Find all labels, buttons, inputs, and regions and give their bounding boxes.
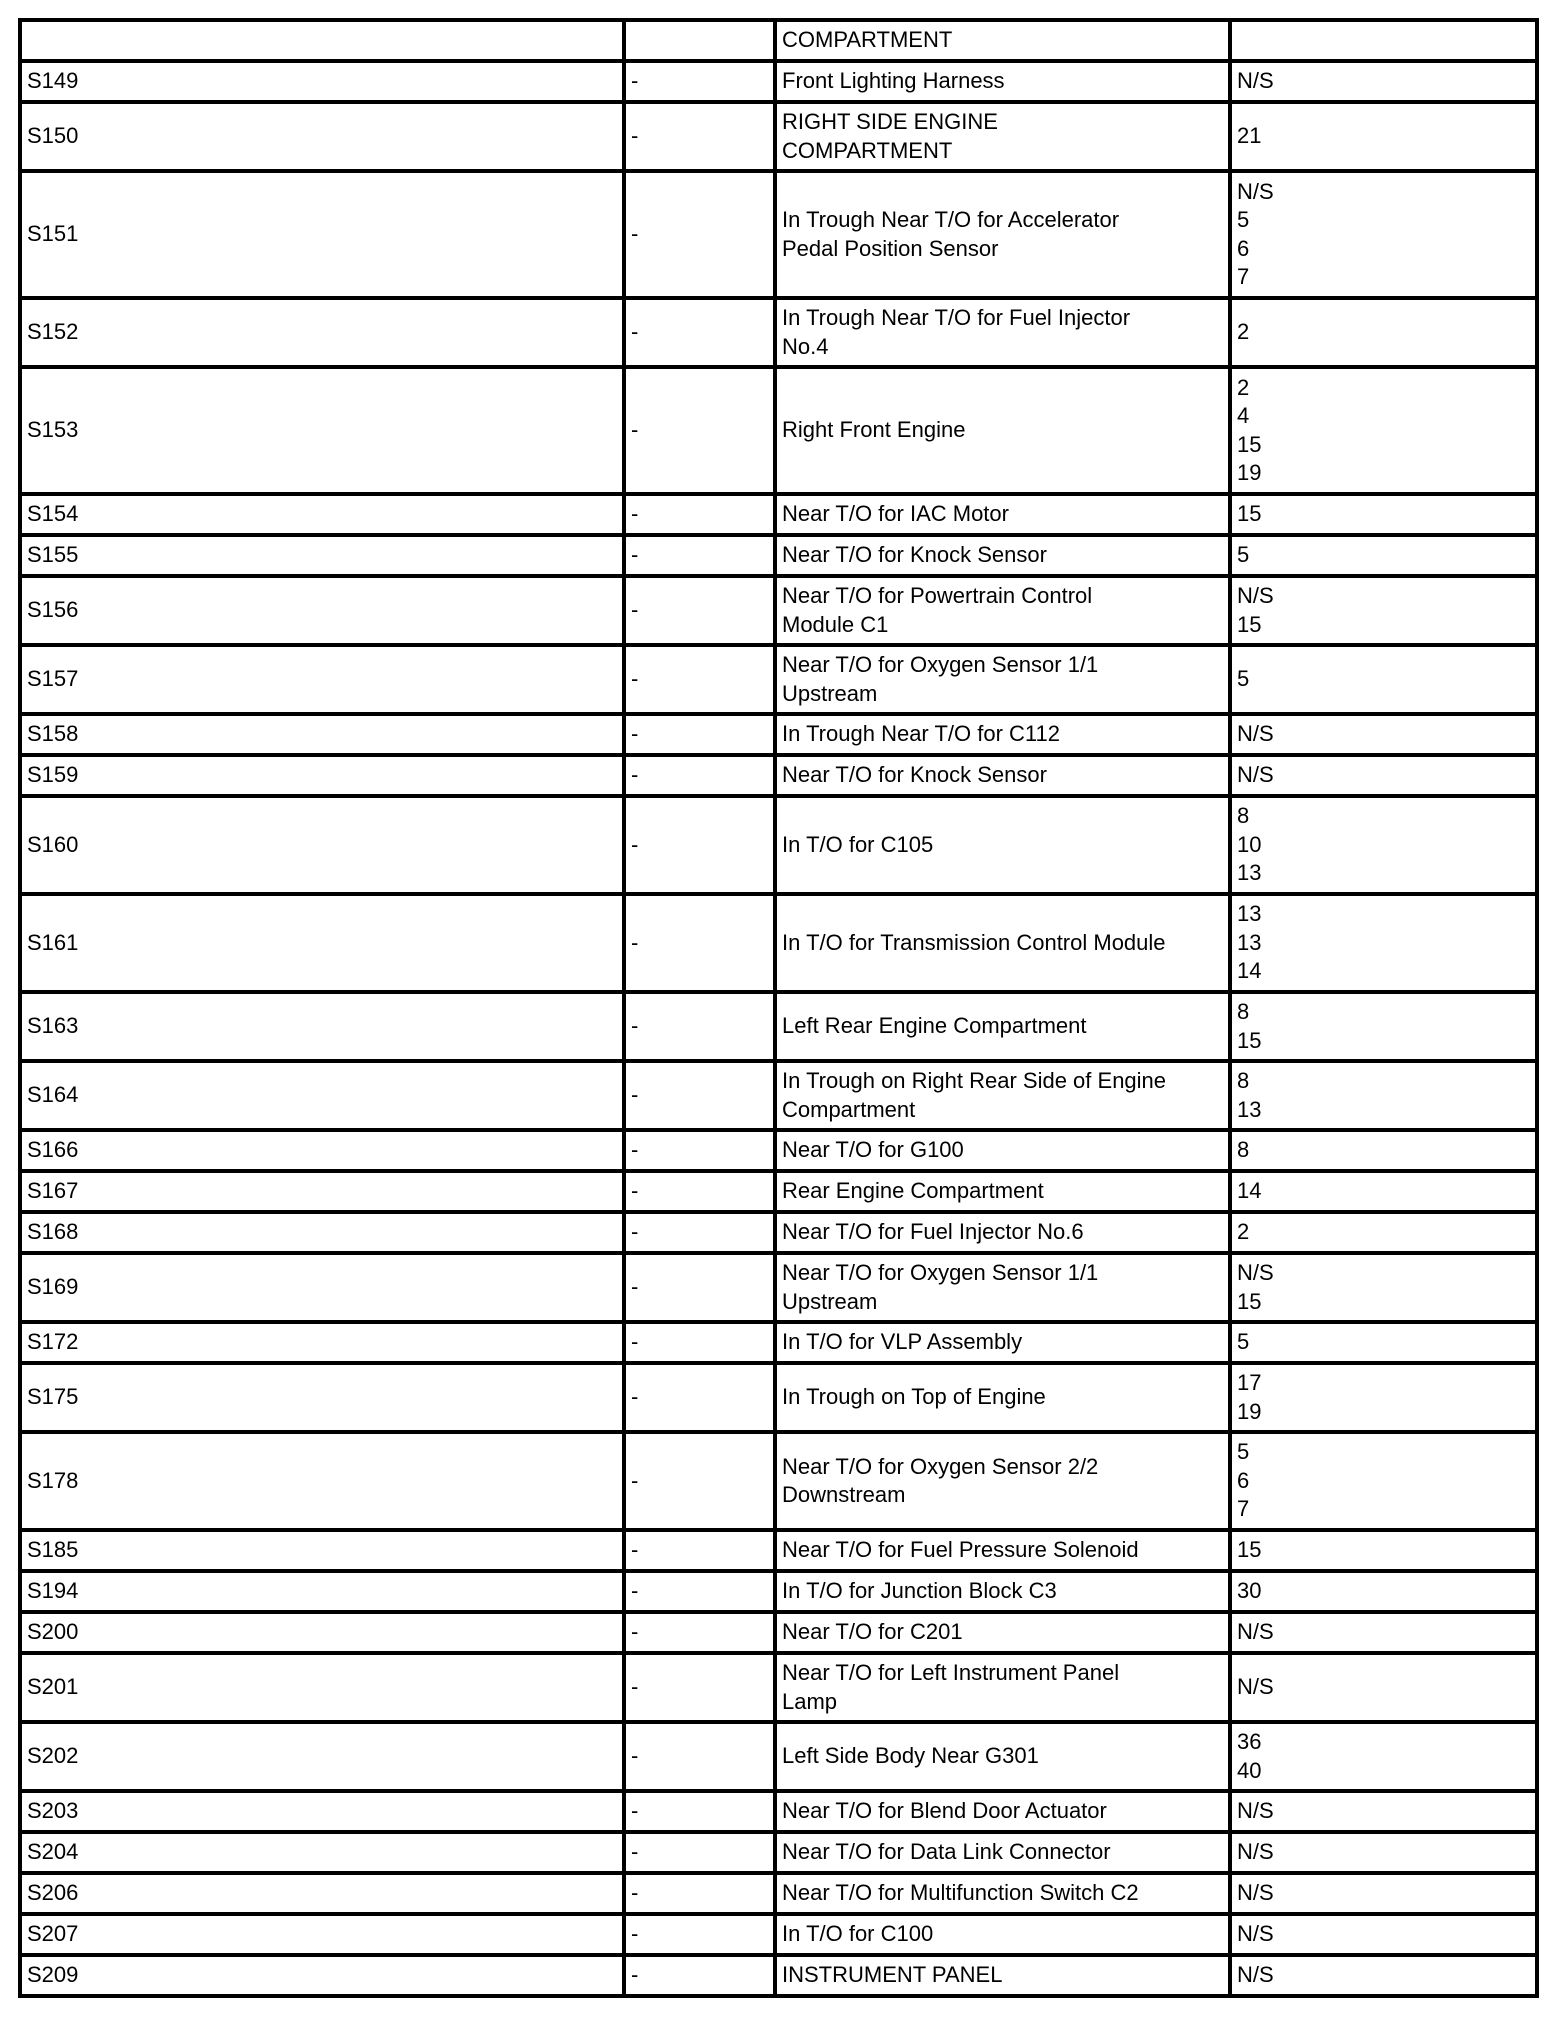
cell-numbers-cell: 5 [1230, 1322, 1537, 1363]
location-cell: Left Rear Engine Compartment [775, 992, 1230, 1061]
splice-id-cell: S161 [20, 894, 624, 992]
dash-cell: - [624, 1722, 775, 1791]
cell-numbers-cell: 2 4 15 19 [1230, 367, 1537, 494]
table-row [20, 576, 1537, 645]
splice-id-cell [20, 20, 624, 61]
splice-id-cell: S151 [20, 171, 624, 298]
location-cell: In T/O for C100 [775, 1914, 1230, 1955]
table-row [20, 1171, 1537, 1212]
splice-id-cell: S152 [20, 298, 624, 367]
cell-numbers-cell: N/S [1230, 1914, 1537, 1955]
splice-id-cell: S167 [20, 1171, 624, 1212]
table-row [20, 894, 1537, 992]
cell-numbers-cell: N/S [1230, 714, 1537, 755]
dash-cell: - [624, 755, 775, 796]
splice-id-cell: S159 [20, 755, 624, 796]
splice-id-cell: S209 [20, 1955, 624, 1996]
location-cell: Rear Engine Compartment [775, 1171, 1230, 1212]
location-cell: In Trough Near T/O for Fuel Injector No.4 [775, 298, 1230, 367]
location-cell: Near T/O for Fuel Pressure Solenoid [775, 1530, 1230, 1571]
dash-cell: - [624, 1253, 775, 1322]
splice-id-cell: S157 [20, 645, 624, 714]
splice-id-cell: S160 [20, 796, 624, 894]
table-row [20, 367, 1537, 494]
location-cell: RIGHT SIDE ENGINE COMPARTMENT [775, 102, 1230, 171]
splice-id-cell: S164 [20, 1061, 624, 1130]
location-cell: Near T/O for Data Link Connector [775, 1832, 1230, 1873]
table-row [20, 1130, 1537, 1171]
cell-numbers-cell: 13 13 14 [1230, 894, 1537, 992]
splice-location-table [18, 18, 1539, 1998]
table-row [20, 494, 1537, 535]
cell-numbers-cell: 2 [1230, 298, 1537, 367]
dash-cell: - [624, 1653, 775, 1722]
table-row [20, 1722, 1537, 1791]
splice-id-cell: S150 [20, 102, 624, 171]
location-cell: In T/O for Junction Block C3 [775, 1571, 1230, 1612]
cell-numbers-cell: 5 [1230, 645, 1537, 714]
dash-cell: - [624, 1061, 775, 1130]
cell-numbers-cell: 5 [1230, 535, 1537, 576]
location-cell: Left Side Body Near G301 [775, 1722, 1230, 1791]
location-cell: In Trough on Right Rear Side of Engine Compartment [775, 1061, 1230, 1130]
splice-id-cell: S158 [20, 714, 624, 755]
location-cell: In Trough Near T/O for C112 [775, 714, 1230, 755]
cell-numbers-cell: N/S 15 [1230, 576, 1537, 645]
table-row [20, 102, 1537, 171]
table-row [20, 535, 1537, 576]
dash-cell: - [624, 1363, 775, 1432]
location-cell: Near T/O for Oxygen Sensor 1/1 Upstream [775, 645, 1230, 714]
dash-cell: - [624, 796, 775, 894]
cell-numbers-cell: N/S [1230, 1612, 1537, 1653]
cell-numbers-cell: 21 [1230, 102, 1537, 171]
dash-cell: - [624, 1530, 775, 1571]
location-cell: Near T/O for Fuel Injector No.6 [775, 1212, 1230, 1253]
splice-id-cell: S207 [20, 1914, 624, 1955]
cell-numbers-cell: 15 [1230, 1530, 1537, 1571]
dash-cell: - [624, 1322, 775, 1363]
splice-id-cell: S202 [20, 1722, 624, 1791]
splice-id-cell: S203 [20, 1791, 624, 1832]
location-cell: Near T/O for Blend Door Actuator [775, 1791, 1230, 1832]
splice-id-cell: S166 [20, 1130, 624, 1171]
cell-numbers-cell: 36 40 [1230, 1722, 1537, 1791]
splice-id-cell: S163 [20, 992, 624, 1061]
dash-cell: - [624, 1432, 775, 1530]
dash-cell: - [624, 645, 775, 714]
splice-id-cell: S172 [20, 1322, 624, 1363]
location-cell: Near T/O for IAC Motor [775, 494, 1230, 535]
location-cell: INSTRUMENT PANEL [775, 1955, 1230, 1996]
table-row [20, 1253, 1537, 1322]
table-row [20, 1832, 1537, 1873]
table-row [20, 1322, 1537, 1363]
dash-cell: - [624, 1612, 775, 1653]
splice-id-cell: S201 [20, 1653, 624, 1722]
dash-cell: - [624, 714, 775, 755]
table-row [20, 298, 1537, 367]
location-cell: COMPARTMENT [775, 20, 1230, 61]
cell-numbers-cell: N/S [1230, 1955, 1537, 1996]
location-cell: In T/O for Transmission Control Module [775, 894, 1230, 992]
dash-cell: - [624, 1873, 775, 1914]
table-row [20, 714, 1537, 755]
location-cell: In Trough Near T/O for Accelerator Pedal Position Sensor [775, 171, 1230, 298]
cell-numbers-cell: 8 [1230, 1130, 1537, 1171]
cell-numbers-cell: 2 [1230, 1212, 1537, 1253]
location-cell: In T/O for VLP Assembly [775, 1322, 1230, 1363]
table-body [20, 20, 1537, 1996]
cell-numbers-cell: N/S [1230, 755, 1537, 796]
dash-cell: - [624, 1130, 775, 1171]
table-row [20, 171, 1537, 298]
table-row [20, 755, 1537, 796]
table-row [20, 1061, 1537, 1130]
splice-id-cell: S206 [20, 1873, 624, 1914]
splice-id-cell: S155 [20, 535, 624, 576]
dash-cell: - [624, 1571, 775, 1612]
splice-id-cell: S154 [20, 494, 624, 535]
splice-id-cell: S175 [20, 1363, 624, 1432]
cell-numbers-cell: 15 [1230, 494, 1537, 535]
splice-id-cell: S169 [20, 1253, 624, 1322]
splice-id-cell: S204 [20, 1832, 624, 1873]
table-row [20, 1530, 1537, 1571]
table-row [20, 1914, 1537, 1955]
cell-numbers-cell: 14 [1230, 1171, 1537, 1212]
dash-cell: - [624, 894, 775, 992]
dash-cell: - [624, 1914, 775, 1955]
cell-numbers-cell: 8 15 [1230, 992, 1537, 1061]
cell-numbers-cell: N/S [1230, 1873, 1537, 1914]
cell-numbers-cell: N/S 5 6 7 [1230, 171, 1537, 298]
table-row [20, 1612, 1537, 1653]
dash-cell: - [624, 1955, 775, 1996]
location-cell: Near T/O for Multifunction Switch C2 [775, 1873, 1230, 1914]
splice-id-cell: S168 [20, 1212, 624, 1253]
splice-id-cell: S200 [20, 1612, 624, 1653]
dash-cell: - [624, 1832, 775, 1873]
table-row [20, 796, 1537, 894]
cell-numbers-cell: 17 19 [1230, 1363, 1537, 1432]
location-cell: Near T/O for Powertrain Control Module C1 [775, 576, 1230, 645]
table-row [20, 1955, 1537, 1996]
location-cell: Near T/O for G100 [775, 1130, 1230, 1171]
splice-id-cell: S185 [20, 1530, 624, 1571]
dash-cell: - [624, 102, 775, 171]
location-cell: Near T/O for Knock Sensor [775, 535, 1230, 576]
table-row [20, 61, 1537, 102]
dash-cell: - [624, 494, 775, 535]
table-row [20, 1212, 1537, 1253]
cell-numbers-cell: N/S [1230, 1832, 1537, 1873]
cell-numbers-cell [1230, 20, 1537, 61]
location-cell: Near T/O for Oxygen Sensor 2/2 Downstream [775, 1432, 1230, 1530]
cell-numbers-cell: 30 [1230, 1571, 1537, 1612]
dash-cell: - [624, 298, 775, 367]
table-row [20, 992, 1537, 1061]
dash-cell: - [624, 576, 775, 645]
location-cell: Right Front Engine [775, 367, 1230, 494]
splice-id-cell: S156 [20, 576, 624, 645]
table-row [20, 1653, 1537, 1722]
splice-id-cell: S153 [20, 367, 624, 494]
cell-numbers-cell: N/S [1230, 61, 1537, 102]
location-cell: Near T/O for Oxygen Sensor 1/1 Upstream [775, 1253, 1230, 1322]
splice-id-cell: S149 [20, 61, 624, 102]
cell-numbers-cell: N/S [1230, 1653, 1537, 1722]
cell-numbers-cell: 8 10 13 [1230, 796, 1537, 894]
dash-cell: - [624, 1212, 775, 1253]
location-cell: Front Lighting Harness [775, 61, 1230, 102]
table-row [20, 1873, 1537, 1914]
table-row [20, 1432, 1537, 1530]
dash-cell: - [624, 1791, 775, 1832]
cell-numbers-cell: N/S 15 [1230, 1253, 1537, 1322]
splice-id-cell: S194 [20, 1571, 624, 1612]
location-cell: In Trough on Top of Engine [775, 1363, 1230, 1432]
table-row [20, 1791, 1537, 1832]
dash-cell [624, 20, 775, 61]
location-cell: In T/O for C105 [775, 796, 1230, 894]
dash-cell: - [624, 1171, 775, 1212]
cell-numbers-cell: N/S [1230, 1791, 1537, 1832]
dash-cell: - [624, 367, 775, 494]
table-row [20, 1363, 1537, 1432]
table-row [20, 1571, 1537, 1612]
dash-cell: - [624, 61, 775, 102]
location-cell: Near T/O for C201 [775, 1612, 1230, 1653]
splice-id-cell: S178 [20, 1432, 624, 1530]
table-row [20, 20, 1537, 61]
dash-cell: - [624, 535, 775, 576]
dash-cell: - [624, 992, 775, 1061]
cell-numbers-cell: 8 13 [1230, 1061, 1537, 1130]
location-cell: Near T/O for Knock Sensor [775, 755, 1230, 796]
cell-numbers-cell: 5 6 7 [1230, 1432, 1537, 1530]
dash-cell: - [624, 171, 775, 298]
table-row [20, 645, 1537, 714]
location-cell: Near T/O for Left Instrument Panel Lamp [775, 1653, 1230, 1722]
